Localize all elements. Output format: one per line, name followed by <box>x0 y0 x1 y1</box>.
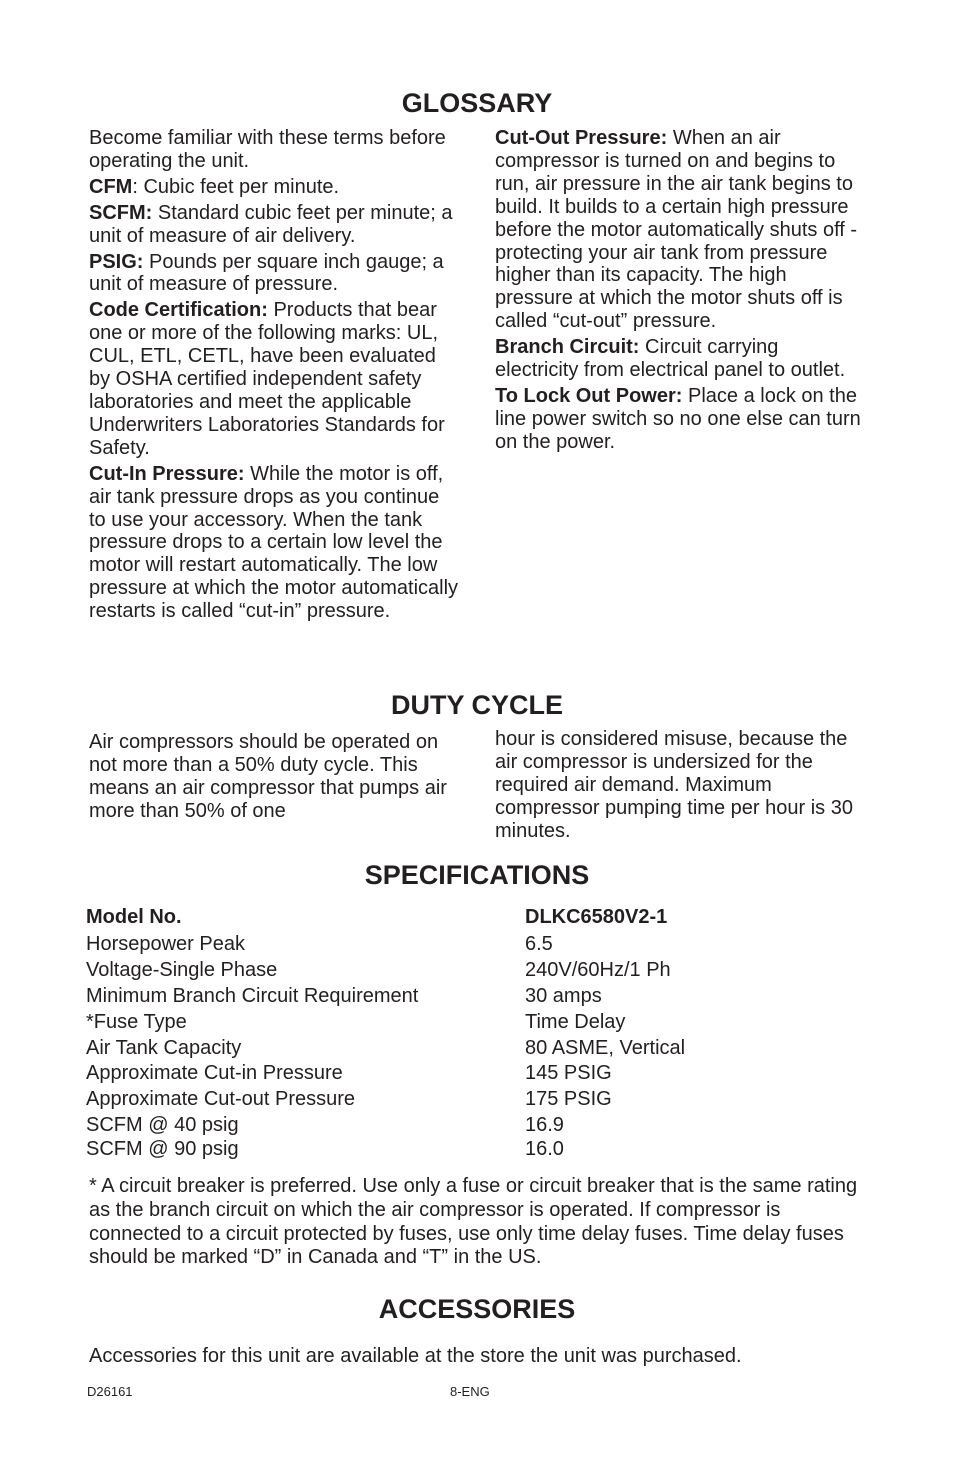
page-number: 8-ENG <box>450 1384 490 1399</box>
spec-value: 16.9 <box>525 1114 564 1137</box>
spec-label: *Fuse Type <box>86 1010 187 1033</box>
duty-cycle-heading: DUTY CYCLE <box>390 690 564 720</box>
glossary-column-right <box>495 127 867 454</box>
glossary-intro: Become familiar with these terms before operating the unit. <box>89 127 446 172</box>
glossary-definition: Cubic feet per minute. <box>143 175 340 198</box>
specifications-heading: SPECIFICATIONS <box>364 860 590 890</box>
spec-label: Approximate Cut-out Pressure <box>86 1088 356 1111</box>
spec-value: Time Delay <box>525 1010 626 1033</box>
glossary-definition: When an air compressor is turned on and begins to run, air pressure in the air tank begins to build. It builds to a certain high pressure before the motor automatically shuts off - protecting your air tank from pressure higher than its capacity. The high pressure at which the motor shuts off is called “cut-out” pressure. <box>495 127 858 333</box>
glossary-term: Cut-Out Pressure: <box>495 127 668 149</box>
glossary-entry <box>495 127 867 333</box>
specifications-table <box>86 905 866 1161</box>
spec-value: 6.5 <box>525 933 553 955</box>
glossary-column-left <box>89 127 461 623</box>
spec-label: Approximate Cut-in Pressure <box>86 1062 343 1085</box>
glossary-term: Code Certification: <box>89 299 268 322</box>
glossary-entry <box>495 336 867 382</box>
glossary-entry <box>89 176 461 199</box>
glossary-entry <box>89 299 461 459</box>
table-row <box>86 1010 866 1036</box>
spec-value: 145 PSIG <box>525 1062 612 1085</box>
glossary-term: Branch Circuit: <box>495 336 640 359</box>
header-value: DLKC6580V2-1 <box>525 906 668 928</box>
glossary-definition: While the motor is off, air tank pressure drops as you continue to use your accessory. When the tank pressure drops to a certain low level the motor will restart automatically. The low pressure at which the motor automatically restarts is called “cut-in” pressure. <box>89 462 459 623</box>
glossary-definition: Place a lock on the line power switch so no one else can turn on the power. <box>495 384 861 453</box>
spec-label: SCFM @ 90 psig <box>86 1138 239 1161</box>
glossary-entry <box>89 463 461 623</box>
glossary-entry <box>89 251 461 297</box>
spec-value: 80 ASME, Vertical <box>525 1036 686 1059</box>
duty-cycle-text-right: hour is considered misuse, because the air compressor is undersized for the required air demand. Maximum compressor pumping time per hour is 30 minutes. <box>495 728 853 842</box>
accessories-text: Accessories for this unit are available at the store the unit was purchased. <box>89 1345 742 1367</box>
spec-label: Voltage-Single Phase <box>86 958 278 981</box>
spec-label: Air Tank Capacity <box>86 1036 242 1059</box>
fuse-footnote: * A circuit breaker is preferred. Use only a fuse or circuit breaker that is the same rating as the branch circuit on which the air compressor is operated. If compressor is connected to a circuit protected by fuses, use only time delay fuses. Time delay fuses should be marked “D” in Canada and “T” in the US. <box>89 1175 858 1269</box>
spec-value: 175 PSIG <box>525 1088 612 1111</box>
glossary-heading: GLOSSARY <box>401 88 553 118</box>
glossary-term: CFM <box>89 175 133 198</box>
header-label: Model No. <box>86 906 182 928</box>
table-row <box>86 958 866 984</box>
spec-label: SCFM @ 40 psig <box>86 1114 239 1137</box>
document-number: D26161 <box>87 1384 133 1399</box>
glossary-definition: Standard cubic feet per minute; a unit of measure of air delivery. <box>89 201 453 247</box>
glossary-definition: Pounds per square inch gauge; a unit of measure of pressure. <box>89 250 444 296</box>
glossary-term: SCFM: <box>89 201 153 224</box>
table-row <box>86 1137 866 1161</box>
glossary-term: To Lock Out Power: <box>495 384 683 407</box>
spec-label: Minimum Branch Circuit Requirement <box>86 984 419 1007</box>
table-row <box>86 1061 866 1087</box>
spec-value: 30 amps <box>525 984 602 1007</box>
table-row <box>86 932 866 958</box>
duty-cycle-text-left: Air compressors should be operated on not more than a 50% duty cycle. This means an air compressor that pumps air more than 50% of one <box>89 731 447 822</box>
glossary-term: Cut-In Pressure: <box>89 462 245 485</box>
table-row <box>86 1087 866 1113</box>
glossary-definition: Circuit carrying electricity from electrical panel to outlet. <box>495 336 846 382</box>
spec-label: Horsepower Peak <box>86 933 245 955</box>
table-row <box>86 984 866 1010</box>
glossary-entry <box>89 202 461 248</box>
table-header-row <box>86 905 866 932</box>
glossary-definition: Products that bear one or more of the following marks: UL, CUL, ETL, CETL, have been evaluated by OSHA certified independent safety laboratories and meet the applicable Underwriters Laboratories Standards for Safety. <box>89 299 445 459</box>
glossary-entry <box>495 385 867 454</box>
separator: : <box>132 175 144 198</box>
spec-value: 240V/60Hz/1 Ph <box>525 958 671 981</box>
glossary-term: PSIG: <box>89 250 144 273</box>
accessories-heading: ACCESSORIES <box>378 1294 576 1324</box>
spec-value: 16.0 <box>525 1138 564 1161</box>
table-row <box>86 1113 866 1137</box>
table-row <box>86 1036 866 1062</box>
